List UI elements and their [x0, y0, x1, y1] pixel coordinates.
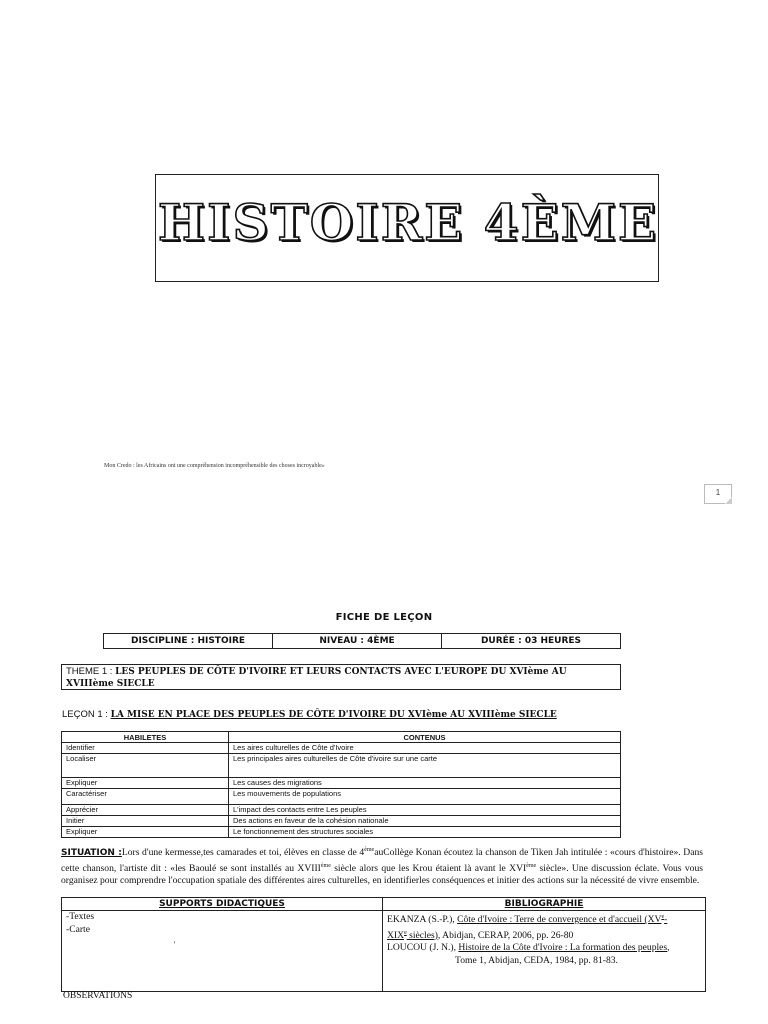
bibliographie-cell — [383, 911, 706, 992]
habilete-cell: Localiser — [62, 754, 229, 778]
superscript: ème — [526, 862, 537, 869]
superscript: e — [661, 914, 665, 920]
habilete-cell: Expliquer — [62, 778, 229, 789]
discipline-cell: DISCIPLINE : HISTOIRE — [104, 634, 273, 649]
habiletes-header: HABILETES — [62, 732, 229, 743]
supports-cell — [62, 911, 383, 992]
biblio-author: LOUCOU (J. N.), — [387, 942, 459, 954]
support-item: -Textes — [66, 911, 95, 922]
biblio-title: Côte d'Ivoire : Terre de convergence et d'accueil (XV — [457, 914, 662, 926]
contenu-cell: Des actions en faveur de la cohésion nationale — [229, 816, 621, 827]
page-number: 1 — [704, 484, 732, 504]
biblio-rest: , Abidjan, CERAP, 2006, pp. 26-80 — [437, 929, 574, 941]
biblio-title: XIX — [387, 929, 405, 941]
biblio-author: EKANZA (S.-P.), — [387, 914, 458, 926]
lecon-title: LA MISE EN PLACE DES PEUPLES DE CÔTE D'IVOIRE DU XVIème AU XVIIIème SIECLE — [110, 710, 557, 720]
observations-label: OBSERVATIONS — [63, 991, 133, 1001]
habilete-cell: Identifier — [62, 743, 229, 754]
contenus-header: CONTENUS — [229, 732, 621, 743]
superscript: ème — [320, 862, 331, 869]
niveau-cell: NIVEAU : 4ÈME — [273, 634, 442, 649]
situation-text: auCollège Konan écoutez la chanson de Tiken Jah intitulée : «cours d'histoire». Dans cette chanson, l'artiste dit : «les Baoulé se sont installés au XVIII — [61, 847, 704, 874]
biblio-entry-2 — [387, 942, 701, 955]
situation-text: siècle». Une discussion éclate. Vous vous organisez pour comprendre l'occupation spatiale des différentes aires culturelles, en identifierles conséquences et initier des actions sur la nécessité de vivre ensemble. — [61, 862, 703, 887]
skills-table — [61, 731, 621, 838]
superscript: ème — [364, 847, 375, 853]
theme-box — [61, 664, 621, 690]
bibliographie-header: BIBLIOGRAPHIE — [383, 898, 706, 911]
document-title: HISTOIRE 4ÈME — [157, 193, 659, 252]
contenu-cell: Les principales aires culturelles de Côte d'ivoire sur une carte — [229, 754, 621, 778]
info-table — [103, 633, 621, 649]
habilete-cell: Initier — [62, 816, 229, 827]
biblio-entry-1 — [387, 911, 701, 942]
theme-text: LES PEUPLES DE CÔTE D'IVOIRE ET LEURS CONTACTS AVEC L'EUROPE DU XVIème AU XVIIIème SIECLE — [66, 667, 567, 689]
situation-paragraph — [61, 844, 703, 888]
biblio-title: siècles) — [406, 929, 438, 941]
biblio-title: Histoire de la Côte d'Ivoire : La formation des peuples — [458, 942, 668, 954]
contenu-cell: Le fonctionnement des structures sociales — [229, 827, 621, 838]
contenu-cell: L'impact des contacts entre Les peuples — [229, 805, 621, 816]
duree-cell: DURÉE : 03 HEURES — [442, 634, 621, 649]
situation-text: siècle alors que les Krou étaient là avant le XVI — [330, 862, 527, 874]
theme-label: THEME 1 : — [66, 666, 113, 677]
situation-text: Lors d'une kermesse,tes camarades et toi, élèves en classe de 4 — [121, 847, 365, 859]
supports-header: SUPPORTS DIDACTIQUES — [62, 898, 383, 911]
contenu-cell: Les causes des migrations — [229, 778, 621, 789]
title-box — [155, 174, 659, 282]
biblio-title: - — [664, 914, 668, 926]
situation-label: SITUATION : — [61, 848, 122, 859]
supports-table — [61, 897, 706, 992]
contenu-cell: Les aires culturelles de Côte d'Ivoire — [229, 743, 621, 754]
credo-text: Mon Credo : les Africains ont une compréhension incompréhensible des choses incroyable» — [104, 463, 325, 469]
lecon-label: LEÇON 1 : — [62, 709, 108, 720]
contenu-cell: Les mouvements de populations — [229, 789, 621, 805]
habilete-cell: Apprécier — [62, 805, 229, 816]
fiche-title: FICHE DE LEÇON — [335, 612, 433, 623]
habilete-cell: Expliquer — [62, 827, 229, 838]
superscript: e — [404, 929, 407, 936]
habilete-cell: Caractériser — [62, 789, 229, 805]
biblio-rest: , — [667, 942, 670, 954]
stray-mark: ' — [174, 940, 176, 949]
biblio-entry-2-line2: Tome 1, Abidjan, CEDA, 1984, pp. 81-83. — [455, 954, 618, 966]
lecon-line — [62, 709, 557, 720]
support-item: -Carte — [66, 923, 90, 935]
